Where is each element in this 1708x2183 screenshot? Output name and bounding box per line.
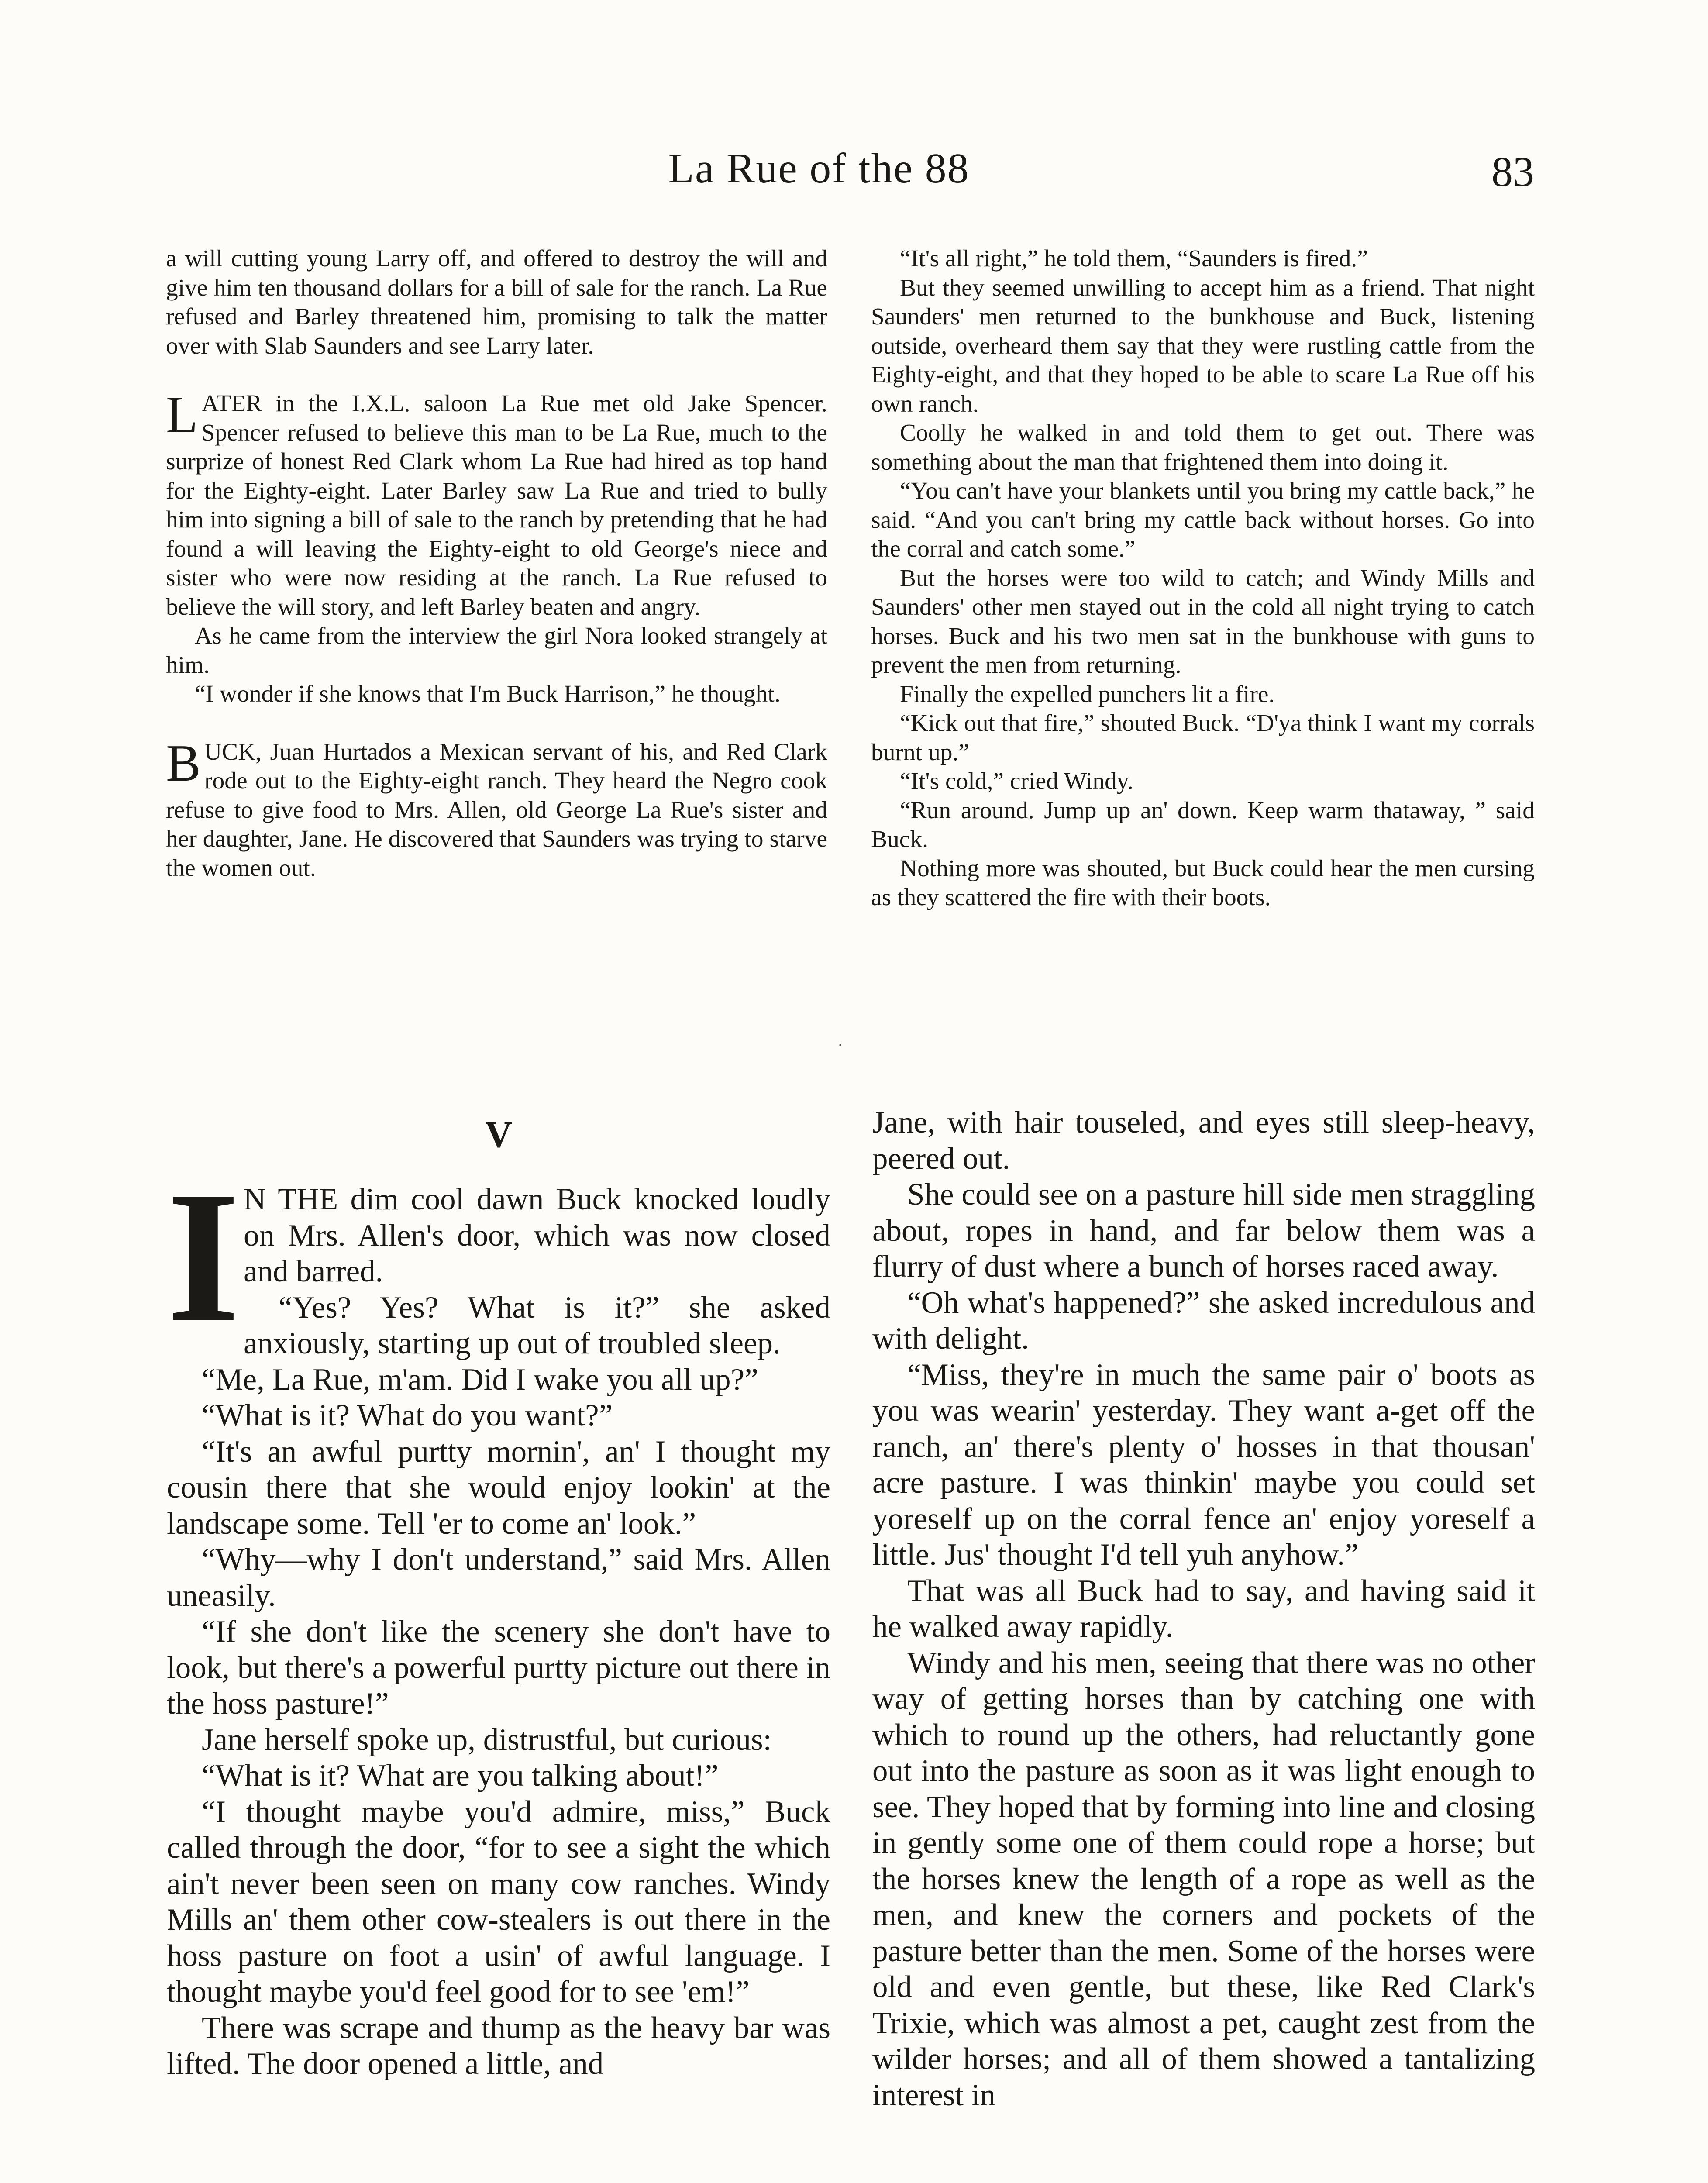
synopsis-paragraph: “I wonder if she knows that I'm Buck Harrison,” he thought. bbox=[195, 681, 781, 707]
page-number: 83 bbox=[1491, 148, 1534, 196]
synopsis-paragraph: LATER in the I.X.L. saloon La Rue met old Jake Spencer. Spencer refused to believe this man to be La Rue, much to the surprize of honest Red Clark whom La Rue had hired as top hand for the Eighty-eight. Later Barley saw La Rue and tried to bully him into signing a bill of sale to the ranch by pretending that he had found a will leaving the Eighty-eight to old George's niece and sister who were now residing at the ranch. La Rue refused to believe the will story, and left Barley beaten and angry. bbox=[166, 386, 827, 620]
chapter-opening-text: N THE dim cool dawn Buck knocked loudly on Mrs. Allen's door, which was now closed and barred. bbox=[244, 1182, 830, 1288]
body-paragraph: “Oh what's happened?” she asked incredulous and with delight. bbox=[872, 1285, 1535, 1356]
body-paragraph: “Me, La Rue, m'am. Did I wake you all up?” bbox=[202, 1362, 758, 1397]
main-right-column bbox=[872, 1105, 1535, 2113]
synopsis-paragraph: Coolly he walked in and told them to get out. There was something about the man that frightened them into doing it. bbox=[871, 420, 1535, 475]
body-paragraph: “Why—why I don't understand,” said Mrs. Allen uneasily. bbox=[167, 1543, 830, 1613]
body-paragraph: That was all Buck had to say, and having said it he walked away rapidly. bbox=[872, 1574, 1535, 1644]
synopsis-left-column bbox=[166, 244, 827, 883]
body-paragraph: Windy and his men, seeing that there was no other way of getting horses than by catching one with which to round up the others, had reluctantly gone out into the pasture as soon as it was light enough to see. They hoped that by forming into line and closing in gently some one of them could rope a horse; but the horses knew the length of a rope as well as the men, and knew the corners and pockets of the pasture better than the men. Some of the horses were old and even gentle, but these, like Red Clark's Trixie, which was almost a pet, caught zest from the wilder horses; and all of them showed a tantalizing interest in bbox=[872, 1646, 1535, 2112]
synopsis-paragraph: “It's cold,” cried Windy. bbox=[900, 768, 1133, 795]
running-title: La Rue of the 88 bbox=[668, 145, 970, 192]
synopsis-paragraph: “Run around. Jump up an' down. Keep warm thataway, ” said Buck. bbox=[871, 797, 1535, 853]
body-paragraph: “I thought maybe you'd admire, miss,” Buck called through the door, “for to see a sight the which ain't never been seen on many cow ranches. Windy Mills an' them other cow-stealers is out there in the hoss pasture on foot a usin' of awful language. I thought maybe you'd feel good for to see 'em!” bbox=[167, 1794, 830, 2009]
body-paragraph: “What is it? What do you want?” bbox=[202, 1398, 613, 1432]
drop-cap: I bbox=[167, 1153, 240, 1361]
synopsis-paragraph: a will cutting young Larry off, and offered to destroy the will and give him ten thousand dollars for a bill of sale for the ranch. La Rue refused and Barley threatened him, promising to talk the matter over with Slab Saunders and see Larry later. bbox=[166, 245, 827, 359]
synopsis-paragraph: “Kick out that fire,” shouted Buck. “D'ya think I want my corrals burnt up.” bbox=[871, 710, 1535, 766]
synopsis-paragraph: Nothing more was shouted, but Buck could hear the men cursing as they scattered the fire with their boots. bbox=[871, 855, 1535, 911]
synopsis-right-column bbox=[871, 244, 1535, 912]
body-paragraph: Jane herself spoke up, distrustful, but curious: bbox=[202, 1722, 772, 1757]
synopsis-paragraph: Finally the expelled punchers lit a fire. bbox=[900, 681, 1275, 708]
body-paragraph: “It's an awful purtty mornin', an' I thought my cousin there that she would enjoy lookin' at the landscape some. Tell 'er to come an' look.” bbox=[167, 1434, 830, 1541]
body-paragraph: Jane, with hair touseled, and eyes still sleep-heavy, peered out. bbox=[872, 1105, 1535, 1176]
synopsis-paragraph: But the horses were too wild to catch; and Windy Mills and Saunders' other men stayed out in the cold all night trying to catch horses. Buck and his two men sat in the bunkhouse with guns to prevent the men from returning. bbox=[871, 565, 1535, 678]
chapter-heading: V bbox=[485, 1113, 513, 1155]
running-head bbox=[0, 144, 1708, 205]
body-paragraph: She could see on a pasture hill side men straggling about, ropes in hand, and far below them was a flurry of dust where a bunch of horses raced away. bbox=[872, 1178, 1535, 1284]
body-paragraph: “Yes? Yes? What is it?” she asked anxiously, starting up out of troubled sleep. bbox=[244, 1290, 830, 1360]
synopsis-paragraph: As he came from the interview the girl Nora looked strangely at him. bbox=[166, 623, 827, 678]
print-speck: · bbox=[837, 1035, 844, 1055]
body-paragraph: There was scrape and thump as the heavy bar was lifted. The door opened a little, and bbox=[167, 2011, 830, 2081]
main-left-column bbox=[167, 1153, 830, 2082]
synopsis-paragraph: BUCK, Juan Hurtados a Mexican servant of his, and Red Clark rode out to the Eighty-eight ranch. They heard the Negro cook refuse to give food to Mrs. Allen, old George La Rue's sister and her daughter, Jane. He discovered that Saunders was trying to starve the women out. bbox=[166, 733, 827, 881]
body-paragraph: “If she don't like the scenery she don't have to look, but there's a powerful purtty picture out there in the hoss pasture!” bbox=[167, 1615, 830, 1721]
synopsis-paragraph: But they seemed unwilling to accept him as a friend. That night Saunders' men returned to the bunkhouse and Buck, listening outside, overheard them say that they were rustling cattle from the Eighty-eight, and that they hoped to be able to scare La Rue off his own ranch. bbox=[871, 274, 1535, 417]
synopsis-paragraph: “It's all right,” he told them, “Saunders is fired.” bbox=[900, 245, 1368, 272]
body-paragraph: “Miss, they're in much the same pair o' boots as you was wearin' yesterday. They want a-get off the ranch, an' there's plenty o' hosses in that thousan' acre pasture. I was thinkin' maybe you could set yoreself up on the corral fence an' enjoy yoreself a little. Jus' thought I'd tell yuh anyhow.” bbox=[872, 1357, 1535, 1572]
body-paragraph: “What is it? What are you talking about!” bbox=[202, 1759, 719, 1793]
synopsis-paragraph: “You can't have your blankets until you bring my cattle back,” he said. “And you can't bring my cattle back without horses. Go into the corral and catch some.” bbox=[871, 478, 1535, 562]
